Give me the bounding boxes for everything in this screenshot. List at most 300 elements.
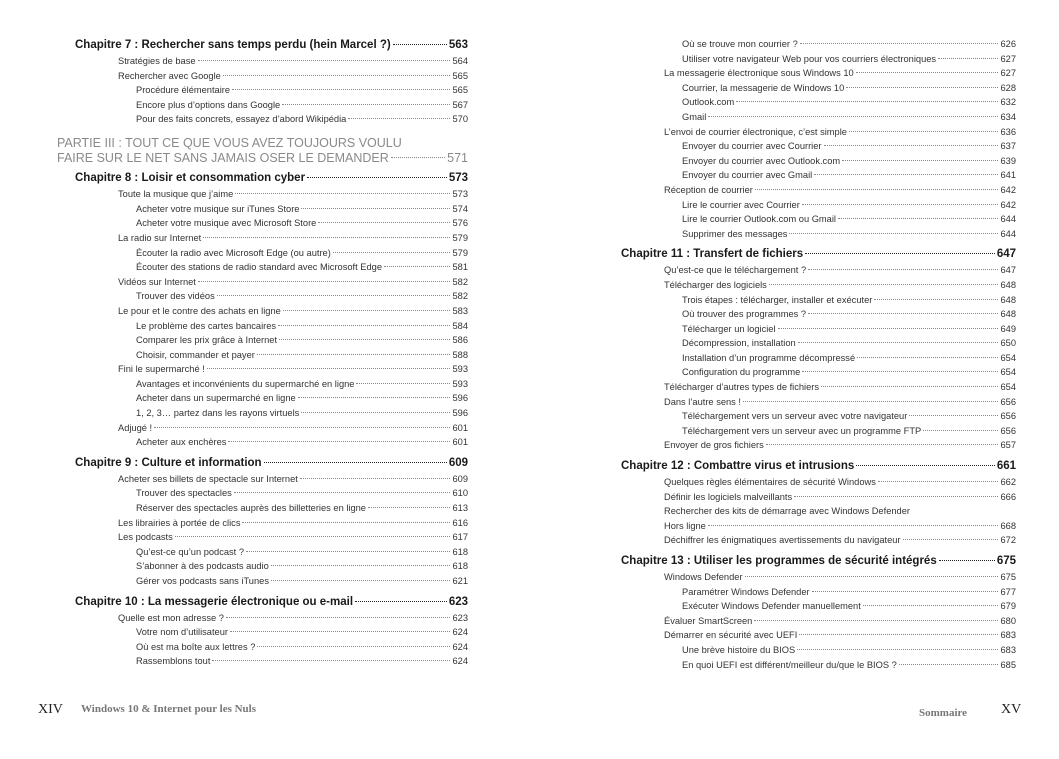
toc-subentry (75, 654, 468, 669)
entry-title: Stratégies de base (118, 56, 196, 66)
toc-subentry (621, 409, 1016, 424)
entry-title: Acheter votre musique avec Microsoft Store (136, 218, 317, 229)
page-number: 565 (452, 85, 468, 96)
toc-entry (621, 66, 1016, 81)
entry-title: Envoyer de gros fichiers (664, 440, 764, 451)
dot-leader (278, 325, 450, 326)
right-folio: XV (1001, 702, 1022, 717)
toc-entry (621, 263, 1016, 278)
entry-title: 1, 2, 3… partez dans les rayons virtuels (136, 408, 300, 419)
entry-title: La radio sur Internet (118, 232, 202, 243)
dot-leader (856, 465, 995, 466)
dot-leader (223, 75, 451, 76)
toc-subentry (75, 260, 468, 275)
entry-title: Chapitre 7 : Rechercher sans temps perdu (hein Marcel ?) (75, 39, 391, 51)
toc-subentry (75, 83, 468, 98)
toc-entry (75, 362, 468, 377)
page-number: 627 (1000, 68, 1016, 79)
entry-title: Chapitre 8 : Loisir et consommation cyber (75, 172, 306, 185)
entry-title: Démarrer en sécurité avec UEFI (664, 630, 798, 641)
page-number: 666 (1000, 491, 1016, 502)
entry-title: Envoyer du courrier avec Outlook.com (682, 155, 841, 166)
page-number: 579 (452, 247, 468, 258)
entry-title: Courrier, la messagerie de Windows 10 (682, 82, 845, 93)
page-number: 624 (452, 627, 468, 638)
entry-title: Vidéos sur Internet (118, 276, 196, 287)
entry-title: Fini le supermarché ! (118, 364, 205, 375)
entry-title: Chapitre 12 : Combattre virus et intrusions (621, 460, 855, 473)
entry-title: Comparer les prix grâce à Internet (136, 335, 278, 346)
page-number: 565 (452, 70, 468, 81)
toc-subentry (621, 168, 1016, 183)
dot-leader (708, 116, 998, 117)
toc-subentry (75, 348, 468, 363)
toc-subentry (621, 658, 1016, 673)
page-number: 581 (452, 262, 468, 273)
page-number: 657 (1000, 440, 1016, 451)
entry-title: Réserver des spectacles auprès des billetteries en ligne (136, 503, 366, 514)
dot-leader (812, 591, 999, 592)
toc-subentry (75, 202, 468, 217)
toc-subentry (621, 351, 1016, 366)
page-number: 570 (452, 114, 468, 125)
page-number: 627 (1000, 53, 1016, 64)
toc-subentry (75, 574, 468, 589)
entry-title: Chapitre 10 : La messagerie électronique ou e-mail (75, 595, 354, 608)
page-number: 609 (448, 456, 468, 469)
dot-leader (802, 371, 998, 372)
page-number: 636 (1000, 126, 1016, 137)
dot-leader (849, 131, 999, 132)
page-number: 573 (452, 189, 468, 200)
entry-title: Télécharger d’autres types de fichiers (664, 382, 820, 393)
entry-title: Toute la musique que j’aime (118, 189, 234, 200)
dot-leader (846, 87, 998, 88)
page-number: 563 (448, 39, 468, 51)
page-number: 601 (452, 437, 468, 448)
dot-leader (800, 43, 999, 44)
page-number: 584 (452, 320, 468, 331)
page-number: 623 (452, 612, 468, 623)
dot-leader (745, 576, 999, 577)
page-number: 648 (1000, 294, 1016, 305)
entry-title: Votre nom d’utilisateur (136, 627, 228, 638)
entry-title: Windows Defender (664, 572, 743, 582)
toc-entry (621, 475, 1016, 490)
toc-entry (75, 69, 468, 84)
entry-title: Choisir, commander et payer (136, 349, 255, 360)
dot-leader (271, 580, 451, 581)
toc-subentry (621, 293, 1016, 308)
dot-leader (903, 539, 999, 540)
page-number: 576 (452, 218, 468, 229)
page-number: 647 (996, 248, 1016, 261)
dot-leader (356, 383, 450, 384)
page-number: 662 (1000, 477, 1016, 488)
entry-title: Procédure élémentaire (136, 85, 231, 96)
dot-leader (203, 237, 450, 238)
dot-leader (857, 357, 998, 358)
page-number: 654 (1000, 367, 1016, 378)
left-page-toc (57, 37, 468, 669)
page-number: 649 (1000, 323, 1016, 334)
toc-entry (621, 614, 1016, 629)
dot-leader (333, 252, 451, 253)
dot-leader (257, 354, 451, 355)
page-number: 628 (1000, 82, 1016, 93)
dot-leader (923, 430, 998, 431)
dot-leader (175, 536, 451, 537)
entry-title: Où se trouve mon courrier ? (682, 39, 798, 49)
dot-leader (708, 525, 999, 526)
entry-title: Réception de courrier (664, 184, 753, 195)
toc-subentry (75, 216, 468, 231)
entry-title: Encore plus d’options dans Google (136, 99, 281, 110)
entry-title: Pour des faits concrets, essayez d’abord Wikipédia (136, 114, 347, 125)
toc-entry (75, 187, 468, 202)
toc-subentry (621, 81, 1016, 96)
dot-leader (805, 253, 995, 254)
dot-leader (863, 605, 999, 606)
toc-subentry (621, 643, 1016, 658)
entry-title: Déchiffrer les énigmatiques avertissements du navigateur (664, 535, 901, 546)
chapter-heading (621, 246, 1016, 263)
page-number: 571 (447, 150, 468, 165)
toc-subentry (621, 139, 1016, 154)
page-number: 596 (452, 408, 468, 419)
page-number: 654 (1000, 382, 1016, 393)
toc-entry (621, 570, 1016, 585)
toc-entry (621, 395, 1016, 410)
toc-subentry (621, 227, 1016, 242)
dot-leader (271, 565, 451, 566)
entry-title: Une brève histoire du BIOS (682, 644, 796, 655)
page-number: 624 (452, 656, 468, 667)
entry-title: Envoyer du courrier avec Gmail (682, 170, 813, 181)
page-number: 621 (452, 576, 468, 586)
entry-title: Télécharger des logiciels (664, 279, 767, 290)
page-number: 639 (1000, 155, 1016, 166)
toc-subentry (621, 307, 1016, 322)
dot-leader (348, 118, 450, 119)
entry-title: Le problème des cartes bancaires (136, 320, 277, 331)
entry-title: S’abonner à des podcasts audio (136, 561, 269, 572)
entry-title: Décompression, installation (682, 338, 796, 349)
entry-title: Utiliser votre navigateur Web pour vos courriers électroniques (682, 53, 937, 64)
entry-title: Les podcasts (118, 532, 173, 543)
page-number: 650 (1000, 338, 1016, 349)
entry-title: Dans l’autre sens ! (664, 396, 741, 407)
chapter-heading (621, 458, 1016, 475)
page-number: 642 (1000, 199, 1016, 210)
toc-subentry (75, 289, 468, 304)
toc-entry (75, 421, 468, 436)
dot-leader (838, 218, 999, 219)
dot-leader (230, 631, 451, 632)
toc-entry (621, 380, 1016, 395)
page-number: 641 (1000, 170, 1016, 181)
page-number: 609 (452, 473, 468, 484)
dot-leader (909, 415, 998, 416)
page-number: 648 (1000, 279, 1016, 290)
toc-subentry (75, 545, 468, 560)
page-number: 648 (1000, 309, 1016, 320)
dot-leader (217, 295, 451, 296)
dot-leader (298, 397, 451, 398)
toc-entry (75, 516, 468, 531)
entry-title: Trouver des spectacles (136, 488, 232, 499)
page-number: 672 (1000, 535, 1016, 546)
page-number: 675 (1000, 572, 1016, 582)
entry-title: Quelques règles élémentaires de sécurité Windows (664, 477, 876, 488)
dot-leader (154, 427, 450, 428)
page-number: 579 (452, 232, 468, 243)
entry-title: Où trouver des programmes ? (682, 309, 807, 320)
right-running-title: Sommaire (919, 707, 968, 719)
page-number: 626 (1000, 39, 1016, 49)
entry-title: Qu’est-ce que le téléchargement ? (664, 265, 807, 276)
part-title-line1: PARTIE III : TOUT CE QUE VOUS AVEZ TOUJOURS VOULU (57, 135, 402, 150)
entry-title: Exécuter Windows Defender manuellement (682, 601, 861, 612)
chapter-heading (75, 37, 468, 54)
page-number: 586 (452, 335, 468, 346)
entry-title: En quoi UEFI est différent/meilleur du/que le BIOS ? (682, 659, 897, 670)
dot-leader (283, 310, 451, 311)
page-number: 574 (452, 203, 468, 214)
page-number: 634 (1000, 111, 1016, 122)
entry-title: FAIRE SUR LE NET SANS JAMAIS OSER LE DEMANDER (57, 150, 389, 165)
entry-title: Rechercher des kits de démarrage avec Windows Defender (664, 506, 910, 517)
dot-leader (212, 660, 450, 661)
chapter-heading (75, 455, 468, 472)
entry-title: Gérer vos podcasts sans iTunes (136, 576, 269, 586)
page-number: 683 (1000, 630, 1016, 641)
toc-entry (621, 519, 1016, 534)
toc-subentry (75, 377, 468, 392)
dot-leader (874, 299, 998, 300)
chapter-heading (621, 553, 1016, 570)
dot-leader (393, 44, 447, 45)
toc-entry (621, 125, 1016, 140)
entry-title: La messagerie électronique sous Windows 10 (664, 68, 854, 79)
entry-title: Rechercher avec Google (118, 70, 221, 81)
page-number: 588 (452, 349, 468, 360)
entry-title: Installation d’un programme décompressé (682, 352, 856, 363)
dot-leader (282, 104, 450, 105)
entry-title: Acheter aux enchères (136, 437, 227, 448)
toc-entry (75, 611, 468, 626)
toc-entry (75, 530, 468, 545)
toc-entry (75, 54, 468, 69)
page-number: 654 (1000, 352, 1016, 363)
toc-subentry (621, 95, 1016, 110)
page-number: 567 (452, 99, 468, 110)
dot-leader (769, 284, 999, 285)
toc-subentry (75, 486, 468, 501)
toc-entry (75, 231, 468, 246)
entry-title: Téléchargement vers un serveur avec votre navigateur (682, 411, 908, 422)
dot-leader (355, 601, 447, 602)
entry-title: Configuration du programme (682, 367, 801, 378)
toc-subentry (75, 319, 468, 334)
entry-title: Évaluer SmartScreen (664, 615, 753, 626)
dot-leader (279, 339, 450, 340)
dot-leader (754, 620, 998, 621)
page-number: 683 (1000, 644, 1016, 655)
dot-leader (228, 441, 450, 442)
dot-leader (257, 646, 450, 647)
dot-leader (794, 496, 998, 497)
entry-title: L’envoi de courrier électronique, c’est simple (664, 126, 847, 137)
dot-leader (743, 401, 998, 402)
entry-title: Où est ma boîte aux lettres ? (136, 641, 256, 652)
page-number: 679 (1000, 601, 1016, 612)
toc-subentry (621, 198, 1016, 213)
toc-entry (621, 628, 1016, 643)
page-number: 632 (1000, 97, 1016, 108)
entry-title: Trouver des vidéos (136, 291, 215, 302)
page-number: 601 (452, 422, 468, 433)
entry-title: Chapitre 11 : Transfert de fichiers (621, 248, 804, 261)
dot-leader (939, 560, 995, 561)
left-running-title: Windows 10 & Internet pour les Nuls (81, 703, 257, 715)
dot-leader (842, 160, 998, 161)
dot-leader (799, 634, 998, 635)
left-folio: XIV (38, 702, 63, 717)
page-number: 582 (452, 276, 468, 287)
dot-leader (878, 481, 999, 482)
toc-subentry (75, 333, 468, 348)
toc-entry (75, 472, 468, 487)
page-number: 656 (1000, 396, 1016, 407)
dot-leader (797, 649, 998, 650)
toc-subentry (621, 154, 1016, 169)
dot-leader (736, 101, 998, 102)
chapter-heading (75, 170, 468, 187)
entry-title: Adjugé ! (118, 422, 153, 433)
entry-title: Rassemblons tout (136, 656, 211, 667)
entry-title: Acheter ses billets de spectacle sur Internet (118, 473, 298, 484)
entry-title: Envoyer du courrier avec Courrier (682, 141, 822, 152)
entry-title: Chapitre 9 : Culture et information (75, 456, 262, 469)
toc-subentry (75, 435, 468, 450)
dot-leader (232, 89, 450, 90)
page-number: 680 (1000, 615, 1016, 626)
entry-title: Hors ligne (664, 520, 706, 531)
dot-leader (307, 177, 447, 178)
part-heading (57, 136, 468, 165)
dot-leader (242, 522, 450, 523)
dot-leader (938, 58, 998, 59)
page-number: 618 (452, 546, 468, 557)
entry-title: Télécharger un logiciel (682, 323, 776, 334)
toc-subentry (75, 559, 468, 574)
chapter-heading (75, 594, 468, 611)
entry-title: Outlook.com (682, 97, 735, 108)
dot-leader (789, 233, 998, 234)
dot-leader (384, 266, 450, 267)
page-number: 642 (1000, 184, 1016, 195)
right-page-toc (621, 37, 1016, 672)
entry-title: Écouter des stations de radio standard avec Microsoft Edge (136, 262, 382, 273)
page-number: 661 (996, 460, 1016, 473)
entry-title: Paramétrer Windows Defender (682, 586, 810, 597)
page-number: 617 (452, 532, 468, 543)
dot-leader (198, 60, 451, 61)
page-number: 623 (448, 595, 468, 608)
toc-subentry (621, 424, 1016, 439)
dot-leader (391, 157, 445, 158)
dot-leader (198, 281, 451, 282)
dot-leader (368, 507, 451, 508)
toc-subentry (75, 391, 468, 406)
dot-leader (318, 222, 450, 223)
page-number: 685 (1000, 659, 1016, 670)
dot-leader (766, 444, 999, 445)
dot-leader (755, 189, 999, 190)
toc-subentry (621, 336, 1016, 351)
toc-subentry (75, 406, 468, 421)
toc-entry (621, 490, 1016, 505)
toc-subentry (621, 322, 1016, 337)
dot-leader (856, 72, 999, 73)
toc-entry (621, 438, 1016, 453)
entry-title: Lire le courrier Outlook.com ou Gmail (682, 214, 836, 225)
page-number: 613 (452, 503, 468, 514)
page-number: 656 (1000, 411, 1016, 422)
page-number: 647 (1000, 265, 1016, 276)
entry-title: Téléchargement vers un serveur avec un programme FTP (682, 425, 922, 436)
toc-subentry (75, 246, 468, 261)
toc-entry (621, 278, 1016, 293)
dot-leader (798, 342, 999, 343)
entry-title: Lire le courrier avec Courrier (682, 199, 800, 210)
page-number: 616 (452, 517, 468, 528)
page-number: 675 (996, 555, 1016, 567)
entry-title: Définir les logiciels malveillants (664, 491, 793, 502)
page-number: 573 (448, 172, 468, 185)
dot-leader (301, 412, 450, 413)
dot-leader (264, 462, 447, 463)
toc-subentry (621, 110, 1016, 125)
entry-title: Acheter votre musique sur iTunes Store (136, 203, 300, 214)
dot-leader (234, 492, 451, 493)
page-number: 582 (452, 291, 468, 302)
toc-subentry (75, 501, 468, 516)
dot-leader (808, 269, 998, 270)
dot-leader (235, 193, 450, 194)
page-number: 637 (1000, 141, 1016, 152)
part-title-line2 (57, 151, 468, 166)
entry-title: Le pour et le contre des achats en ligne (118, 305, 281, 316)
page-number: 644 (1000, 214, 1016, 225)
dot-leader (824, 145, 999, 146)
page-number: 610 (452, 488, 468, 499)
dot-leader (246, 551, 450, 552)
toc-subentry (621, 212, 1016, 227)
dot-leader (226, 617, 451, 618)
entry-title: Chapitre 13 : Utiliser les programmes de sécurité intégrés (621, 555, 937, 567)
entry-title: Gmail (682, 111, 707, 122)
page-number: 596 (452, 393, 468, 404)
dot-leader (300, 478, 451, 479)
page-number: 593 (452, 378, 468, 389)
page-number: 677 (1000, 586, 1016, 597)
dot-leader (301, 208, 450, 209)
page-number: 583 (452, 305, 468, 316)
page-number: 644 (1000, 228, 1016, 239)
dot-leader (899, 664, 999, 665)
